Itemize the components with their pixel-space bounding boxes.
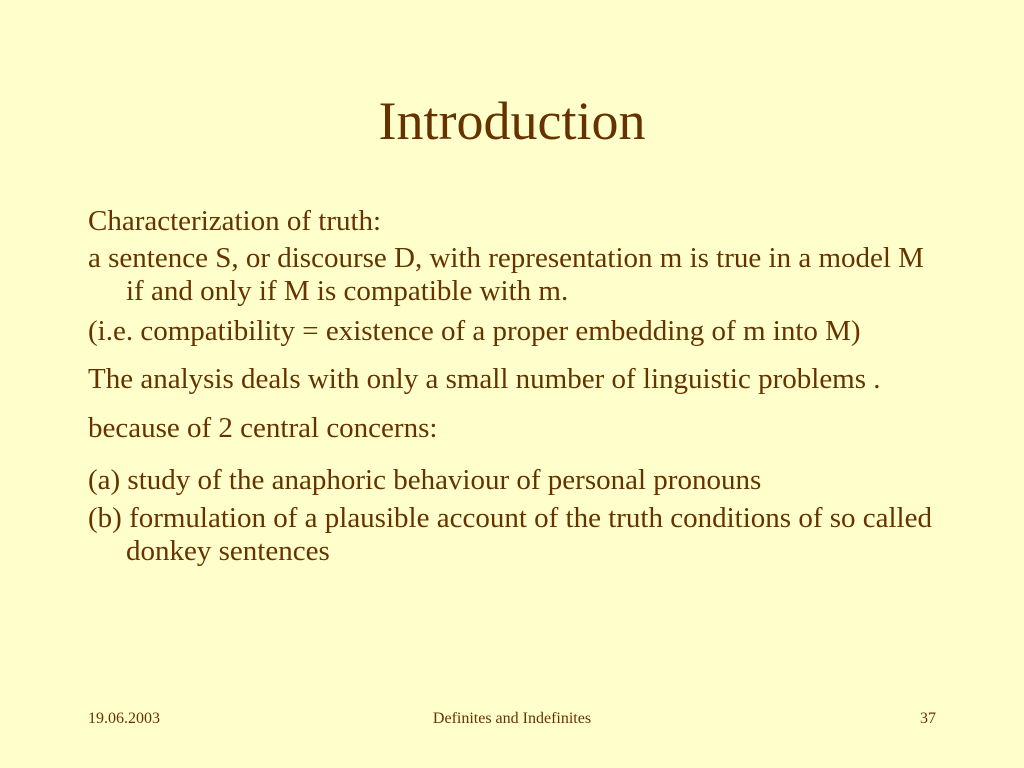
footer-page-number: 37 [920, 710, 936, 727]
body-paragraph: a sentence S, or discourse D, with representation m is true in a model M if and only if M is compatible with m. [88, 242, 924, 307]
slide-body [88, 205, 938, 568]
body-paragraph: (a) study of the anaphoric behaviour of personal pronouns [88, 464, 762, 496]
body-paragraph: The analysis deals with only a small number of linguistic problems . [88, 363, 881, 395]
slide-title: Introduction [378, 91, 646, 151]
footer-title: Definites and Indefinites [432, 710, 592, 727]
body-paragraph: because of 2 central concerns: [88, 412, 438, 444]
body-paragraph: (i.e. compatibility = existence of a proper embedding of m into M) [88, 315, 861, 347]
body-paragraph: Characterization of truth: [88, 205, 382, 237]
body-paragraph: (b) formulation of a plausible account of the truth conditions of so called donkey sentences [88, 502, 932, 567]
footer-date: 19.06.2003 [88, 710, 160, 727]
